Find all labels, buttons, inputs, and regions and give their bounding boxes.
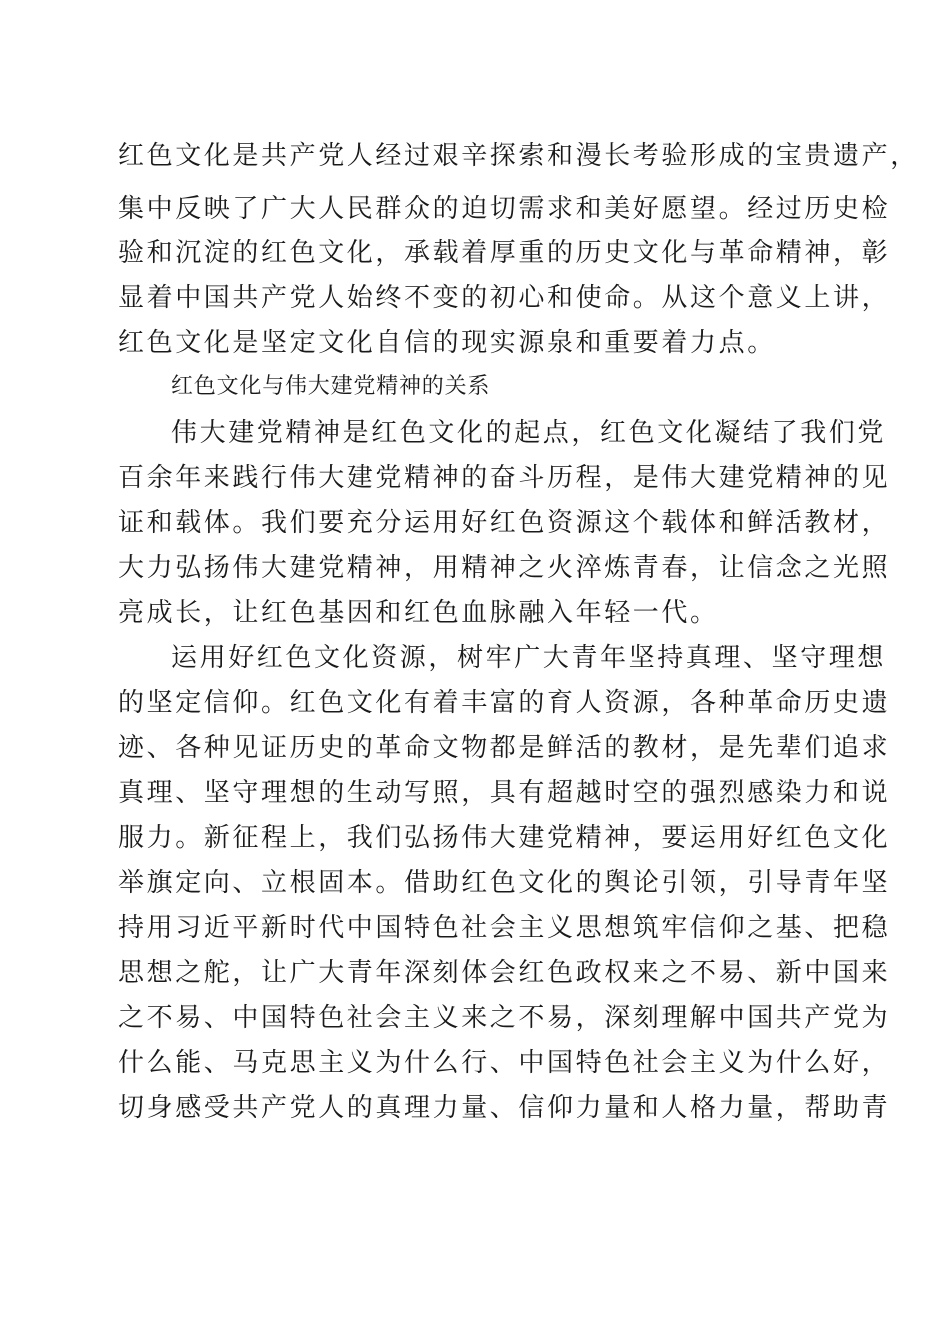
paragraph-3-line-5: 服力。新征程上，我们弘扬伟大建党精神，要运用好红色文化: [118, 823, 891, 853]
paragraph-3-line-4: 真理、坚守理想的生动写照，具有超越时空的强烈感染力和说: [118, 778, 891, 808]
paragraph-2-line-1: 伟大建党精神是红色文化的起点，红色文化凝结了我们党: [171, 418, 887, 448]
paragraph-2-line-4: 大力弘扬伟大建党精神，用精神之火淬炼青春，让信念之光照: [118, 553, 891, 583]
paragraph-3-line-8: 思想之舵，让广大青年深刻体会红色政权来之不易、新中国来: [118, 958, 891, 988]
paragraph-3-line-11: 切身感受共产党人的真理力量、信仰力量和人格力量，帮助青: [118, 1093, 891, 1123]
paragraph-1-line-3: 验和沉淀的红色文化，承载着厚重的历史文化与革命精神，彰: [118, 238, 891, 268]
paragraph-2-line-5: 亮成长，让红色基因和红色血脉融入年轻一代。: [118, 598, 719, 628]
paragraph-1-line-2: 集中反映了广大人民群众的迫切需求和美好愿望。经过历史检: [118, 194, 891, 224]
paragraph-3-line-2: 的坚定信仰。红色文化有着丰富的育人资源，各种革命历史遗: [118, 688, 891, 718]
paragraph-3-line-9: 之不易、中国特色社会主义来之不易，深刻理解中国共产党为: [118, 1003, 891, 1033]
paragraph-2-line-3: 证和载体。我们要充分运用好红色资源这个载体和鲜活教材，: [118, 508, 891, 538]
paragraph-3-line-1: 运用好红色文化资源，树牢广大青年坚持真理、坚守理想: [171, 643, 887, 673]
paragraph-3-line-3: 迹、各种见证历史的革命文物都是鲜活的教材，是先辈们追求: [118, 733, 891, 763]
paragraph-3-line-10: 什么能、马克思主义为什么行、中国特色社会主义为什么好，: [118, 1048, 891, 1078]
paragraph-1-line-5: 红色文化是坚定文化自信的现实源泉和重要着力点。: [118, 328, 776, 358]
paragraph-2-line-2: 百余年来践行伟大建党精神的奋斗历程，是伟大建党精神的见: [118, 463, 891, 493]
paragraph-1-line-4: 显着中国共产党人始终不变的初心和使命。从这个意义上讲，: [118, 283, 891, 313]
paragraph-3-line-6: 举旗定向、立根固本。借助红色文化的舆论引领，引导青年坚: [118, 868, 891, 898]
paragraph-3-line-7: 持用习近平新时代中国特色社会主义思想筑牢信仰之基、把稳: [118, 913, 891, 943]
section-heading: 红色文化与伟大建党精神的关系: [171, 374, 491, 399]
paragraph-1-line-1: 红色文化是共产党人经过艰辛探索和漫长考验形成的宝贵遗产，: [118, 141, 919, 171]
